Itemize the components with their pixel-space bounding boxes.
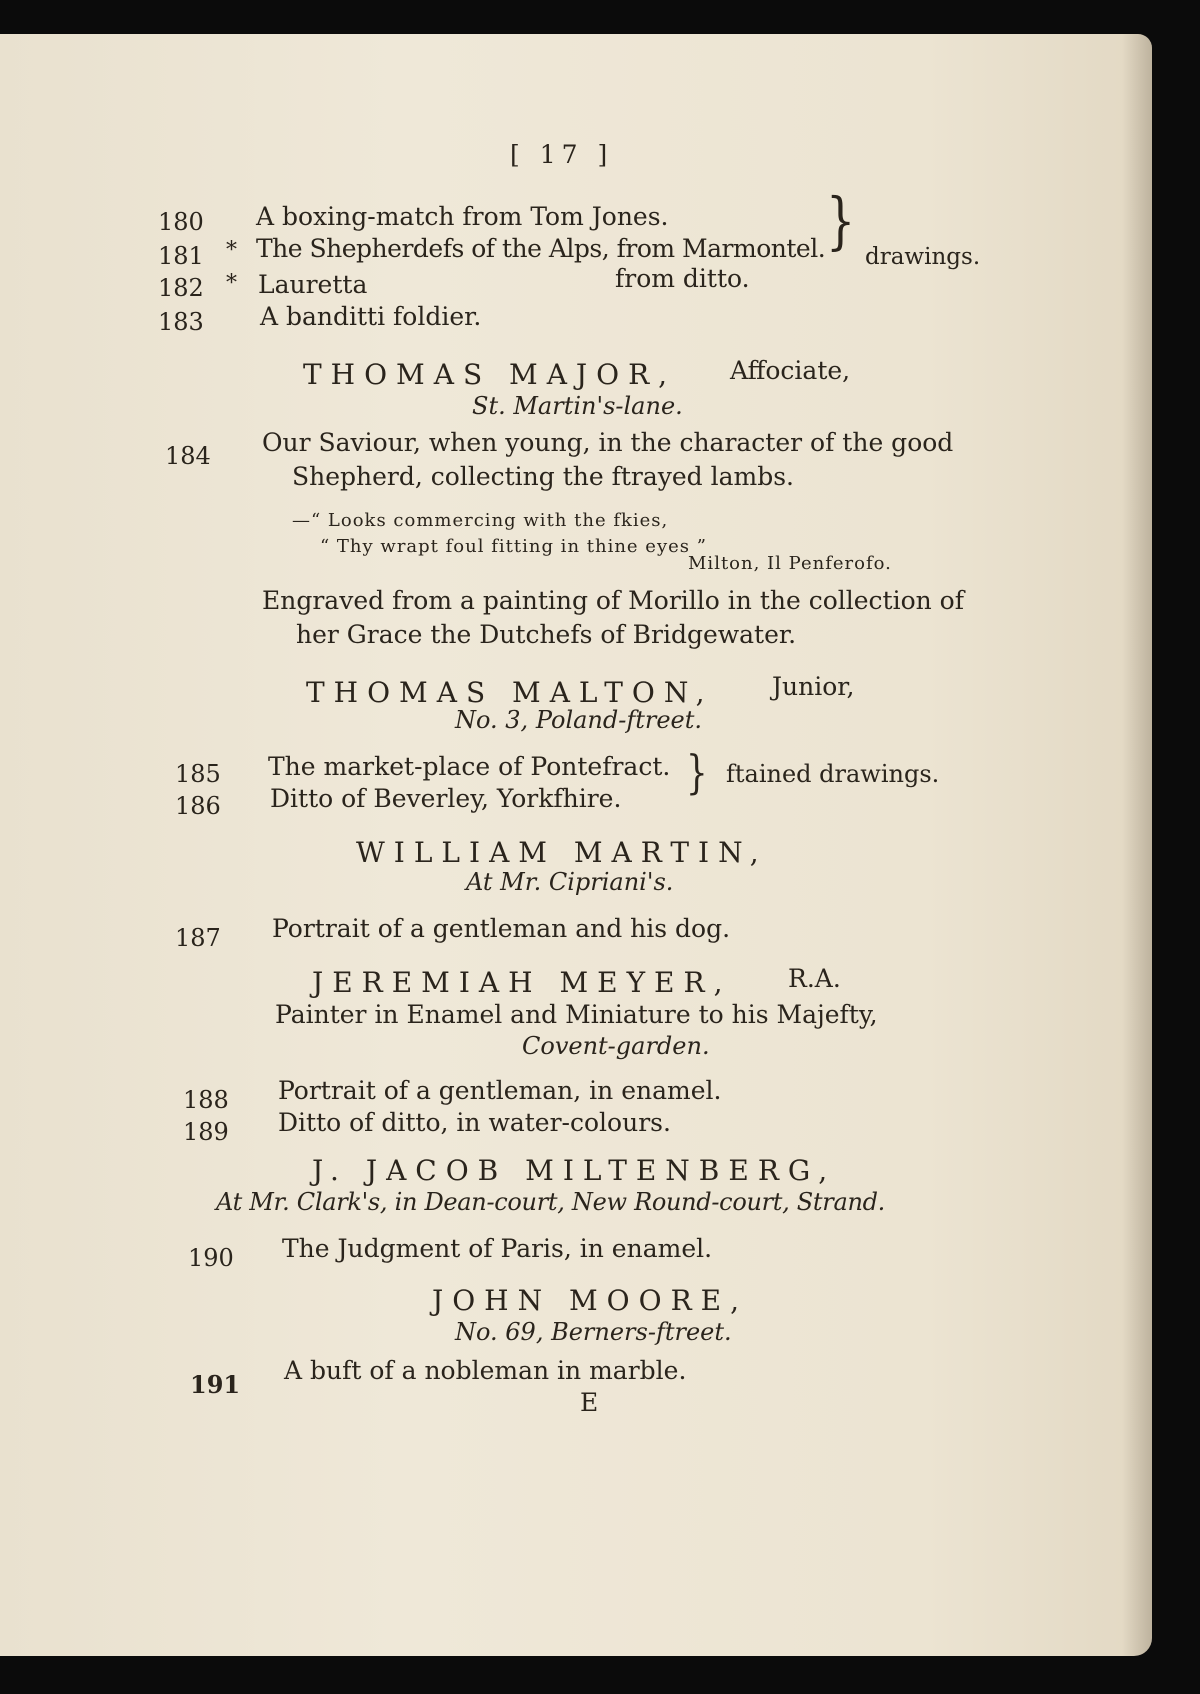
entry-star: * — [226, 271, 237, 296]
entry-number: 182 — [158, 274, 204, 302]
brace-label: drawings. — [865, 244, 981, 270]
entry-number: 187 — [175, 924, 221, 952]
entry-number: 189 — [183, 1118, 229, 1146]
page-number-header: [ 17 ] — [510, 140, 614, 169]
artist-address: No. 3, Poland-ftreet. — [455, 706, 703, 734]
entry-text: Ditto of Beverley, Yorkfhire. — [270, 784, 622, 813]
artist-address: At Mr. Clark's, in Dean-court, New Round-court, Strand. — [216, 1188, 886, 1216]
entry-text: The market-place of Pontefract. — [268, 752, 671, 781]
entry-number: 183 — [158, 308, 204, 336]
artist-address: St. Martin's-lane. — [472, 392, 683, 420]
entry-text: Portrait of a gentleman and his dog. — [272, 914, 731, 943]
artist-description: Painter in Enamel and Miniature to his Majefty, — [275, 1000, 878, 1029]
artist-address: Covent-garden. — [522, 1032, 710, 1060]
entry-text: Lauretta — [258, 270, 368, 299]
brace-label: ftained drawings. — [726, 760, 940, 788]
entry-number: 188 — [183, 1086, 229, 1114]
entry-number: 184 — [165, 442, 211, 470]
entry-text-extra: from ditto. — [615, 264, 750, 293]
quotation-source: Milton, Il Penferofo. — [688, 553, 892, 574]
entry-number: 180 — [158, 208, 204, 236]
artist-name: JEREMIAH MEYER, — [312, 966, 732, 999]
artist-title: Junior, — [772, 672, 855, 701]
artist-address: At Mr. Cipriani's. — [466, 868, 674, 896]
entry-number: 185 — [175, 760, 221, 788]
entry-text: Portrait of a gentleman, in enamel. — [278, 1076, 722, 1105]
artist-name: JOHN MOORE, — [432, 1284, 748, 1317]
entry-text: Our Saviour, when young, in the character of the good — [262, 428, 954, 457]
artist-address: No. 69, Berners-ftreet. — [455, 1318, 732, 1346]
brace-icon: } — [686, 746, 708, 800]
signature-mark: E — [580, 1388, 599, 1417]
quotation-line: “ Thy wrapt foul fitting in thine eyes ” — [320, 536, 707, 557]
entry-note: her Grace the Dutchefs of Bridgewater. — [296, 620, 797, 649]
artist-name: THOMAS MALTON, — [306, 676, 714, 709]
brace-icon: } — [826, 184, 856, 257]
entry-text: The Judgment of Paris, in enamel. — [282, 1234, 713, 1263]
entry-number: 190 — [188, 1244, 234, 1272]
artist-name: WILLIAM MARTIN, — [356, 836, 768, 869]
entry-text: A boxing-match from Tom Jones. — [256, 202, 669, 231]
entry-text: A buft of a nobleman in marble. — [284, 1356, 687, 1385]
entry-number: 191 — [190, 1370, 241, 1399]
entry-text: The Shepherdefs of the Alps, from Marmontel. — [256, 234, 826, 263]
entry-number: 186 — [175, 792, 221, 820]
artist-name: J. JACOB MILTENBERG, — [312, 1154, 837, 1187]
entry-text: Ditto of ditto, in water-colours. — [278, 1108, 671, 1137]
quotation-line: —“ Looks commercing with the fkies, — [292, 510, 669, 531]
entry-text: A banditti foldier. — [260, 302, 482, 331]
artist-title: R.A. — [788, 964, 841, 993]
artist-title: Affociate, — [730, 356, 851, 385]
entry-number: 181 — [158, 242, 204, 270]
entry-note: Engraved from a painting of Morillo in the collection of — [262, 586, 964, 615]
entry-star: * — [226, 238, 237, 263]
artist-name: THOMAS MAJOR, — [303, 358, 677, 391]
entry-text: Shepherd, collecting the ftrayed lambs. — [292, 462, 795, 491]
